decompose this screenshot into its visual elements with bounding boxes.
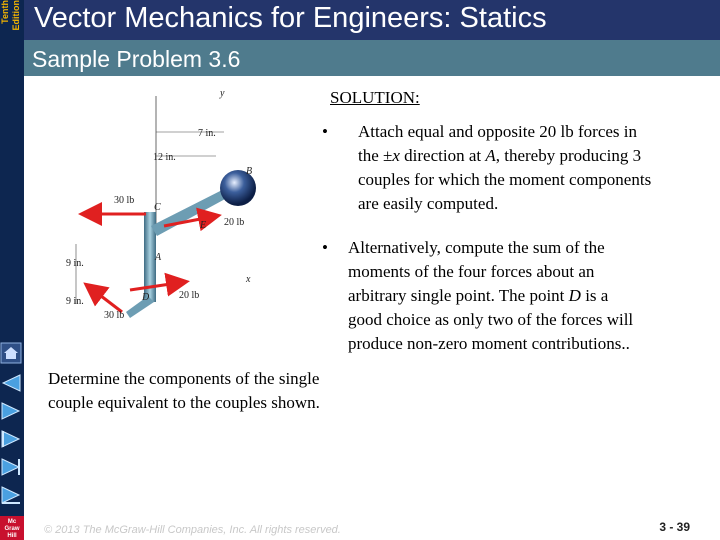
label-30lb-top: 30 lb bbox=[114, 195, 135, 206]
label-C: C bbox=[154, 202, 161, 213]
bullet2-line1: Alternatively, compute the sum of the bbox=[348, 238, 605, 257]
label-x: x bbox=[246, 274, 251, 285]
bullet2-line4: good choice as only two of the forces will bbox=[348, 310, 634, 329]
force-20lb-bottom bbox=[130, 282, 184, 290]
page-title: Vector Mechanics for Engineers: Statics bbox=[34, 2, 547, 34]
copyright-notice: © 2013 The McGraw-Hill Companies, Inc. All rights reserved. bbox=[44, 524, 341, 536]
problem-statement: Determine the components of the single couple equivalent to the couples shown. bbox=[48, 369, 320, 412]
bullet1-line4: are easily computed. bbox=[358, 194, 499, 213]
bullet2-line3: arbitrary single point. The point D is a bbox=[348, 286, 609, 305]
first-slide-icon[interactable] bbox=[0, 372, 22, 394]
last-slide-icon[interactable] bbox=[0, 456, 22, 478]
label-B: B bbox=[246, 166, 253, 177]
bullet1-line3: couples for which the moment components bbox=[358, 170, 652, 189]
force-30lb-bottom bbox=[88, 286, 122, 312]
header-bar bbox=[24, 0, 720, 40]
lower-pipe bbox=[126, 296, 154, 318]
label-30lb-bottom: 30 lb bbox=[104, 310, 125, 321]
bullet-marker: • bbox=[322, 238, 328, 257]
bullet-marker: • bbox=[322, 122, 328, 141]
label-E: E bbox=[200, 220, 207, 231]
solution-bullet-1 bbox=[322, 120, 708, 216]
page-number: 3 - 39 bbox=[659, 520, 690, 534]
label-D: D bbox=[142, 292, 150, 303]
bullet1-line2: the ±x direction at A, thereby producing 3 bbox=[358, 146, 642, 165]
home-icon[interactable] bbox=[0, 342, 22, 364]
slide-title: Sample Problem 3.6 bbox=[32, 46, 241, 72]
edition-word-tenth: Tenth bbox=[0, 0, 10, 24]
next-slide-icon[interactable] bbox=[0, 428, 22, 450]
bullet1-line1: Attach equal and opposite 20 lb forces in bbox=[358, 122, 638, 141]
label-7in: 7 in. bbox=[198, 128, 216, 139]
label-9in-top: 9 in. bbox=[66, 258, 84, 269]
subheader-bar bbox=[24, 40, 720, 76]
edition-word-edition: Edition bbox=[11, 0, 21, 31]
publisher-logo: Mc Graw Hill bbox=[0, 516, 24, 540]
solution-bullet-2 bbox=[322, 236, 708, 356]
previous-slide-icon[interactable] bbox=[0, 400, 22, 422]
label-20lb-bottom: 20 lb bbox=[179, 290, 200, 301]
edition-label bbox=[0, 0, 24, 44]
label-A: A bbox=[155, 252, 162, 263]
bullet2-line2: moments of the four forces about an bbox=[348, 262, 595, 281]
problem-figure bbox=[56, 84, 268, 324]
label-12in: 12 in. bbox=[153, 152, 176, 163]
label-9in-bottom: 9 in. bbox=[66, 296, 84, 307]
label-y: y bbox=[220, 88, 225, 99]
solution-heading: SOLUTION: bbox=[330, 88, 420, 107]
exit-icon[interactable] bbox=[0, 484, 22, 506]
label-20lb-right: 20 lb bbox=[224, 217, 245, 228]
bullet2-line5: produce non-zero moment contributions.. bbox=[348, 334, 630, 353]
